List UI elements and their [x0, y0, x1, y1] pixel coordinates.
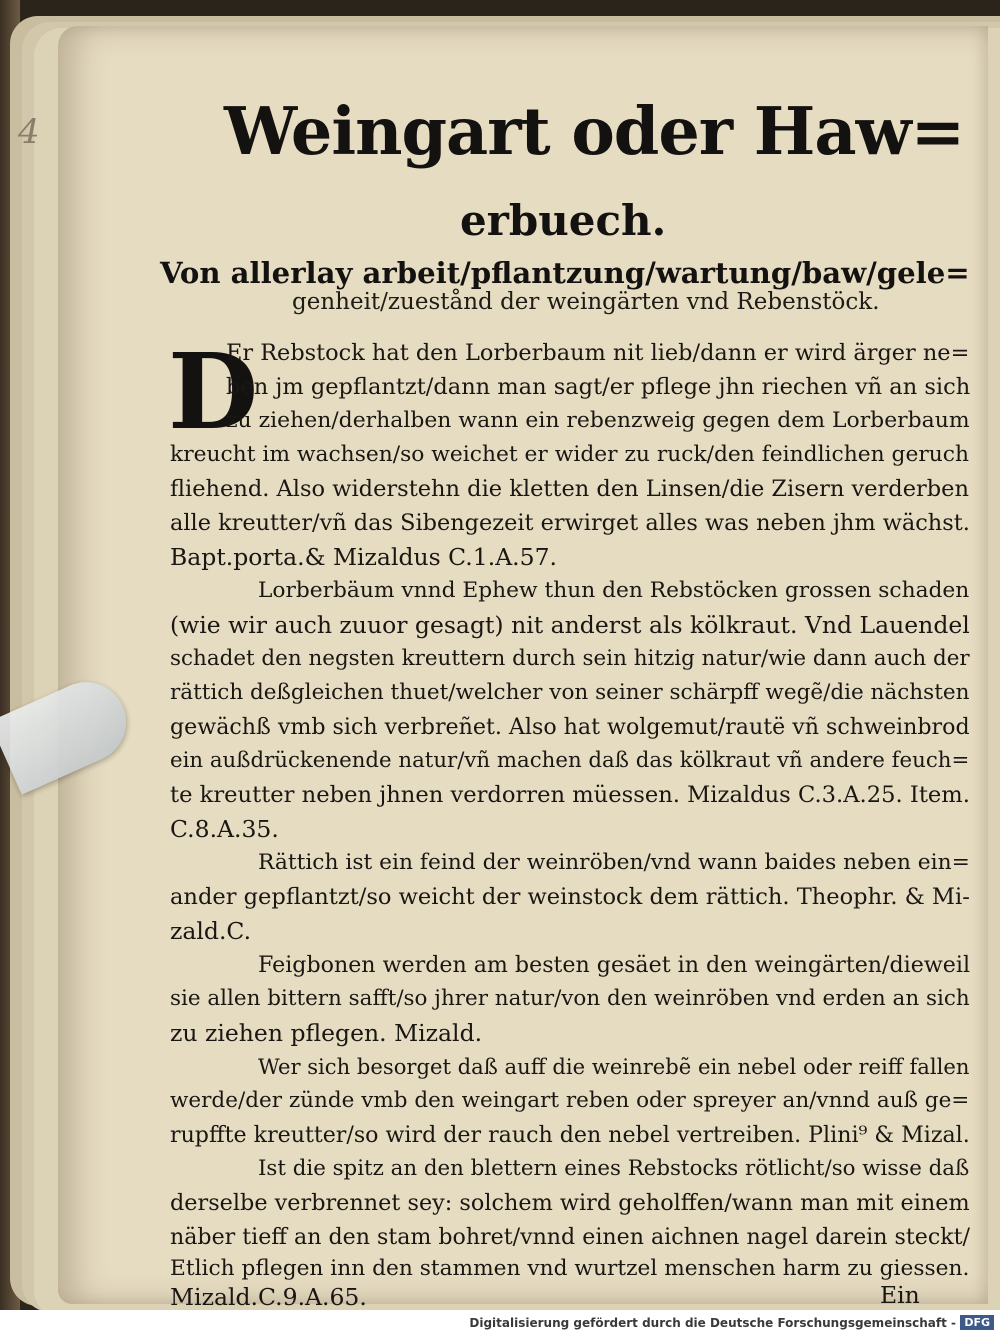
- text-line: Ist die spitz an den blettern eines Rebstocks rötlicht/so wisse daß: [258, 1156, 970, 1181]
- text-line: Lorberbäum vnnd Ephew thun den Rebstöcken grossen schaden: [258, 578, 970, 603]
- footer-bar: [0, 1310, 1000, 1336]
- text-line: Bapt.porta.& Mizaldus C.1.A.57.: [170, 543, 558, 571]
- text-line: zu ziehen pflegen. Mizald.: [170, 1019, 483, 1047]
- text-line: alle kreutter/vñ das Sibengezeit erwirget alles was neben jhm wächst.: [170, 510, 970, 536]
- text-line: werde/der zünde vmb den weingart reben oder spreyer an/vnnd auß ge=: [170, 1088, 970, 1113]
- text-line: Wer sich besorget daß auff die weinrebẽ ein nebel oder reiff fallen: [258, 1054, 970, 1079]
- text-line: kreucht im wachsen/so weichet er wider zu ruck/den feindlichen geruch: [170, 442, 969, 467]
- text-line: gewächß vmb sich verbreñet. Also hat wolgemut/rautë vñ schweinbrod: [170, 714, 970, 740]
- text-line: ein außdrückenende natur/vñ machen daß das kölkraut vñ andere feuch=: [170, 748, 970, 773]
- footer-credit: Digitalisierung gefördert durch die Deutsche Forschungsgemeinschaft -: [469, 1316, 956, 1330]
- text-line: rupffte kreutter/so wird der rauch den nebel vertreiben. Plini⁹ & Mizal.: [170, 1122, 970, 1148]
- page-title: Weingart oder Haw=: [224, 94, 965, 170]
- text-line: fliehend. Also widerstehn die kletten den Linsen/die Zisern verderben: [170, 476, 969, 502]
- section-heading: Von allerlay arbeit/pflantzung/wartung/baw/gele=: [160, 256, 970, 290]
- text-line: näber tieff an den stam bohret/vnnd einen aichnen nagel darein steckt/: [170, 1224, 970, 1250]
- section-heading-continued: genheit/zuestånd der weingärten vnd Rebenstöck.: [292, 289, 880, 315]
- text-line: rättich deßgleichen thuet/welcher von seiner schärpff wegẽ/die nächsten: [170, 680, 970, 705]
- text-line: ander gepflantzt/so weicht der weinstock dem rättich. Theophr. & Mi-: [170, 884, 970, 910]
- text-line: derselbe verbrennet sey: solchem wird geholffen/wann man mit einem: [170, 1190, 970, 1216]
- page-number-mark: 4: [18, 112, 40, 152]
- text-line: zu ziehen/derhalben wann ein rebenzweig gegen dem Lorberbaum: [226, 408, 970, 433]
- text-line: Etlich pflegen inn den stammen vnd wurtzel menschen harm zu giessen.: [170, 1256, 970, 1281]
- text-line: ben jm gepflantzt/dann man sagt/er pflege jhn riechen vñ an sich: [226, 374, 971, 400]
- text-line: Rättich ist ein feind der weinröben/vnd wann baides neben ein=: [258, 850, 970, 875]
- catchword: Ein: [880, 1281, 920, 1309]
- text-line: zald.C.: [170, 917, 252, 945]
- drop-cap: D: [168, 330, 259, 453]
- text-line: Feigbonen werden am besten gesäet in den weingärten/dieweil: [258, 952, 971, 978]
- text-line: schadet den negsten kreuttern durch sein hitzig natur/wie dann auch der: [170, 646, 970, 671]
- text-line: Mizald.C.9.A.65.: [170, 1283, 367, 1310]
- text-line: te kreutter neben jhnen verdorren müessen. Mizaldus C.3.A.25. Item.: [170, 782, 970, 808]
- dfg-logo-icon: DFG: [960, 1315, 994, 1330]
- text-line: Er Rebstock hat den Lorberbaum nit lieb/dann er wird ärger ne=: [226, 340, 970, 366]
- page-title-continued: erbuech.: [460, 196, 667, 245]
- text-line: C.8.A.35.: [170, 815, 279, 843]
- text-line: (wie wir auch zuuor gesagt) nit anderst als kölkraut. Vnd Lauendel: [170, 611, 970, 639]
- text-line: sie allen bittern safft/so jhrer natur/von den weinröben vnd erden an sich: [170, 986, 970, 1011]
